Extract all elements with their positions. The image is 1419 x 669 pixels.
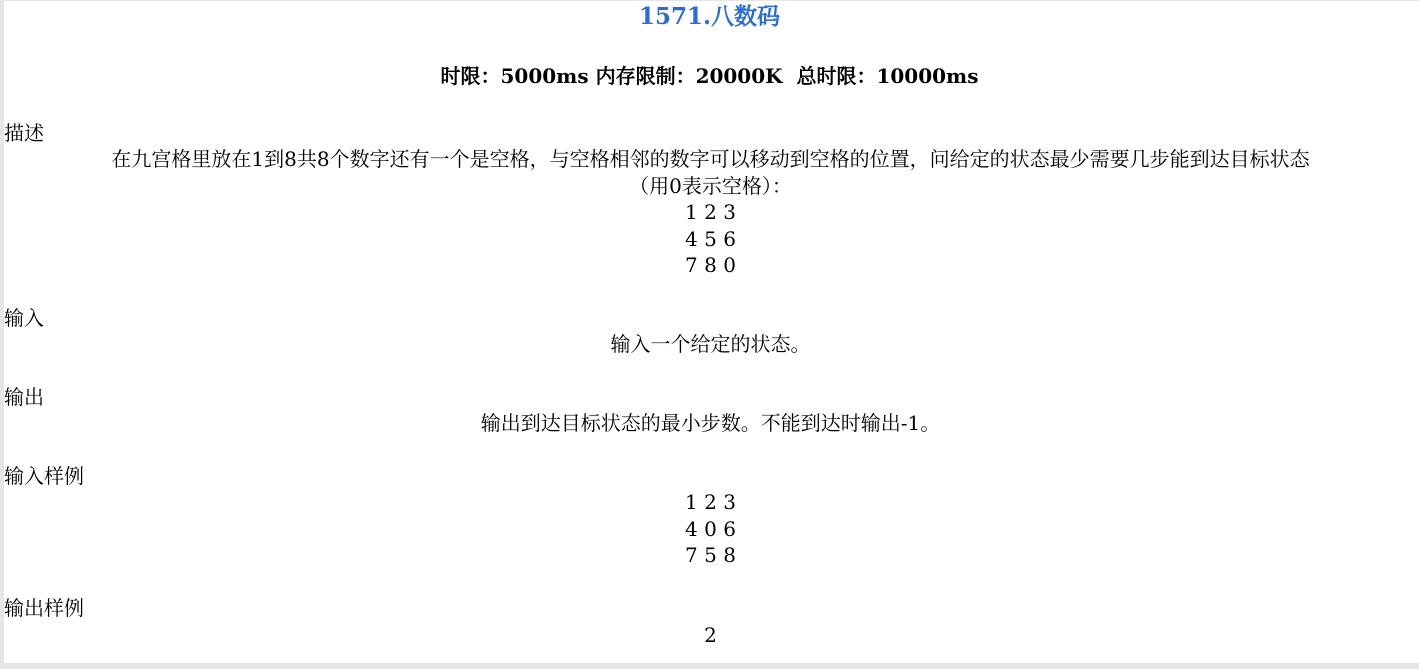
- description-grid-row: 1 2 3: [685, 200, 736, 224]
- problem-limits: 时限：5000ms 内存限制：20000K 总时限：10000ms: [440, 64, 979, 88]
- sample-output-body: [4, 622, 1417, 649]
- input-body: [4, 331, 1417, 358]
- problem-page: [4, 1, 1417, 663]
- description-grid-row: 4 5 6: [685, 226, 736, 251]
- sample-input-heading: 输入样例: [4, 464, 84, 488]
- output-line: 输出到达目标状态的最小步数。不能到达时输出-1。: [480, 411, 941, 435]
- input-heading: 输入: [4, 306, 44, 330]
- sample-output-row: 2: [704, 623, 717, 647]
- description-line: （用0表示空格）：: [629, 173, 792, 198]
- window-bottom-border: [0, 663, 1419, 669]
- description-heading: 描述: [4, 121, 44, 145]
- input-line: 输入一个给定的状态。: [610, 332, 811, 356]
- sample-input-row: 4 0 6: [685, 516, 736, 541]
- sample-input-row: 7 5 8: [685, 543, 736, 567]
- description-grid-row: 7 8 0: [685, 253, 736, 277]
- problem-title: 1571.八数码: [638, 3, 781, 30]
- output-body: [4, 410, 1417, 437]
- description-body: [4, 146, 1417, 279]
- sample-input-body: [4, 489, 1417, 569]
- description-line: 在九宫格里放在1到8共8个数字还有一个是空格，与空格相邻的数字可以移动到空格的位置，问给定的状态最少需要几步能到达目标状态: [111, 147, 1310, 171]
- sample-output-heading: 输出样例: [4, 596, 84, 620]
- sample-input-row: 1 2 3: [685, 490, 736, 514]
- output-heading: 输出: [4, 385, 44, 409]
